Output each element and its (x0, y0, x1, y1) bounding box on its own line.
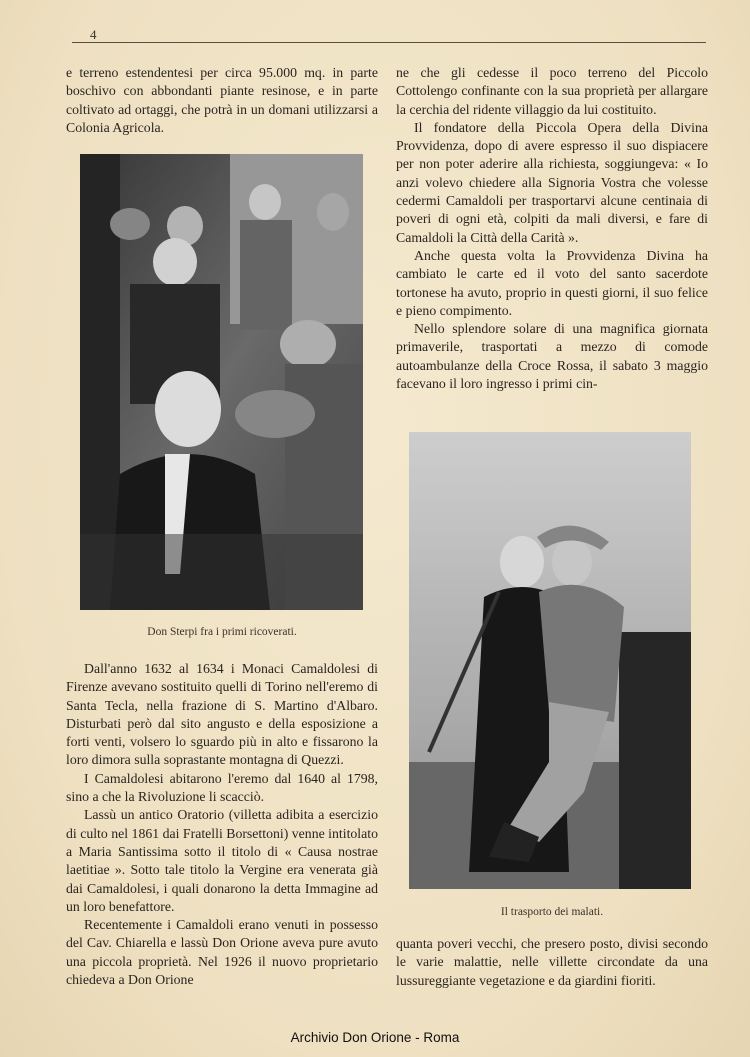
paragraph: ne che gli cedesse il poco terreno del Piccolo Cottolengo confinante con la sua proprietà per allargare la cerchia del ridente villaggio da lui costituito. (396, 65, 708, 117)
paragraph: Nello splendore solare di una magnifica giornata primaverile, trasportati a mezzo di comode autoambulanze della Croce Rossa, il sabato 3 maggio facevano il loro ingresso i primi cin- (396, 321, 708, 392)
paragraph: Lassù un antico Oratorio (villetta adibita a esercizio di culto nel 1861 dai Fratelli Borsettoni) venne intitolato a Maria Santissima sotto il titolo di « Causa nostrae laetitiae ». Sotto tale titolo la Vergine era venerata già dai Camaldolesi, i quali donarono la detta Immagine ad un loro benefattore. (66, 807, 378, 914)
photo-caption: Il trasporto dei malati. (500, 906, 604, 918)
right-column-bottom (396, 935, 708, 990)
page-number: 4 (90, 27, 97, 42)
photo-don-sterpi (80, 154, 363, 610)
photo-illustration (80, 154, 363, 610)
paragraph: Dall'anno 1632 al 1634 i Monaci Camaldolesi di Firenze avevano sostituito quelli di Torino nell'eremo di Santa Tecla, nella frazione di S. Martino d'Albaro. Disturbati però dal sito angusto e della esposizione a forti venti, volsero lo sguardo più in alto e fissarono la loro dimora sulla soprastante montagna di Quezzi. (66, 661, 378, 768)
photo-transport-of-patients (409, 432, 691, 889)
archive-watermark: Archivio Don Orione - Roma (290, 1030, 460, 1045)
photo-illustration (409, 432, 691, 889)
paragraph: Recentemente i Camaldoli erano venuti in possesso del Cav. Chiarella e lassù Don Orione aveva pure avuto una piccola proprietà. Nel 1926 il nuovo proprietario chiedeva a Don Orione (66, 917, 378, 988)
paragraph: Il fondatore della Piccola Opera della Divina Provvidenza, dopo di avere espresso il suo dispiacere per non poter aderire alla richiesta, soggiungeva: « Io anzi volevo chiedere alla Signoria Vostra che volesse cedermi Camaldoli per trasportarvi alcune centinaia di poveri di ogni età, colpiti da mali diversi, e fare di Camaldoli la Città della Carità ». (396, 119, 708, 245)
paragraph: quanta poveri vecchi, che presero posto, divisi secondo le varie malattie, nelle villette circondate da una lussureggiante vegetazione e da giardini fioriti. (396, 936, 708, 988)
photo-caption: Don Sterpi fra i primi ricoverati. (147, 626, 297, 638)
left-column-top (66, 64, 378, 137)
right-column-top (396, 64, 708, 393)
header-rule (72, 42, 706, 43)
left-column-bottom (66, 660, 378, 989)
paragraph: e terreno estendentesi per circa 95.000 mq. in parte boschivo con abbondanti piante resinose, e in parte coltivato ad ortaggi, che potrà in un domani utilizzarsi a Colonia Agricola. (66, 65, 378, 135)
paragraph: I Camaldolesi abitarono l'eremo dal 1640 al 1798, sino a che la Rivoluzione li scacciò. (66, 770, 378, 805)
paragraph: Anche questa volta la Provvidenza Divina ha cambiato le carte ed il voto del santo sacerdote tortonese ha avuto, proprio in questi giorni, il suo felice e pieno compimento. (396, 247, 708, 318)
